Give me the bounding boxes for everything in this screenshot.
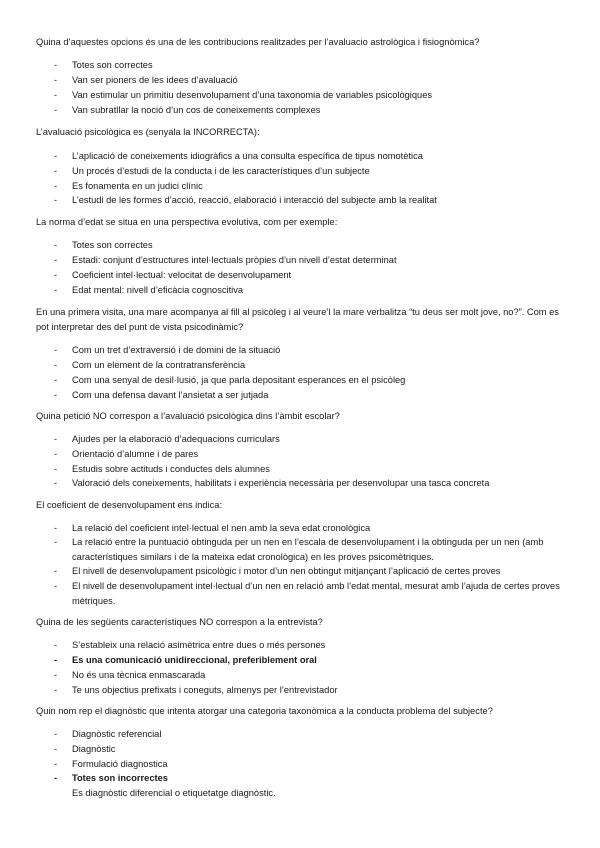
option: - Van ser pioners de les idees d’avaluació	[54, 75, 238, 85]
option: - Orientació d’alumne i de pares	[54, 449, 199, 459]
question-6: El coeficient de desenvolupament ens indica:	[36, 500, 223, 510]
answer-note: Es diagnòstic diferencial o etiquetatge diagnòstic.	[72, 788, 276, 798]
option: - Estadi: conjunt d’estructures intel·lectuals pròpies d’un nivell d’estat determinat	[54, 255, 397, 265]
option: - Un procés d’estudi de la conducta i de les característiques d’un subjecte	[54, 166, 370, 176]
question-7: Quina de les següents característiques NO correspon a la entrevista?	[36, 617, 323, 627]
option: - Coeficient intel·lectual: velocitat de desenvolupament	[54, 270, 292, 280]
option: - Van subratllar la noció d’un cos de coneixements complexes	[54, 105, 321, 115]
option: - Com un tret d’extraversió i de domini de la situació	[54, 345, 281, 355]
option: - L’aplicació de coneixements idiogràfics a una consulta específica de tipus nomotètica	[54, 151, 423, 161]
option: - Es fonamenta en un judici clínic	[54, 181, 203, 191]
option: - Totes son correctes	[54, 240, 153, 250]
option: - Com una senyal de desil·lusió, ja que parla depositant esperances en el psicòleg	[54, 375, 406, 385]
option: - Ajudes per la elaboració d’adequacions curriculars	[54, 434, 280, 444]
option: - El nivell de desenvolupament psicològic i motor d’un nen obtingut mitjançant l’aplicació de certes proves	[54, 566, 501, 576]
option: - Totes son correctes	[54, 60, 153, 70]
option: - Edat mental: nivell d’eficàcia cognoscitiva	[54, 285, 244, 295]
option: - Estudis sobre actituds i conductes dels alumnes	[54, 464, 270, 474]
option: - Van estimular un primitiu desenvolupament d’una taxonomia de variables psicològiques	[54, 90, 433, 100]
question-8: Quin nom rep el diagnòstic que intenta atorgar una categoria taxonòmica a la conducta problema del subjecte?	[36, 706, 493, 716]
question-4: En una primera visita, una mare acompanya al fill al psicòleg i al veure’l la mare verbalitza “tu deus ser molt jove, no?”. Com es pot interpretar des del punt de vista psicodinàmic?	[36, 307, 559, 332]
option-highlighted: - Es una comunicació unidireccional, preferiblement oral	[54, 655, 317, 665]
option: - S’estableix una relació asimètrica entre dues o més persones	[54, 640, 326, 650]
option: - Valoració dels coneixements, habilitats i experiència necessària per desenvolupar una tasca concreta	[54, 478, 490, 488]
question-2: L’avaluació psicològica es (senyala la INCORRECTA):	[36, 127, 260, 137]
option: - El nivell de desenvolupament intel·lectual d’un nen en relació amb l’edat mental, mesurat amb l’ajuda de certes proves mètriques.	[54, 581, 560, 606]
option: - No és una tècnica enmascarada	[54, 670, 206, 680]
option: - Com un element de la contratransferència	[54, 360, 246, 370]
option: - Formulació diagnostica	[54, 759, 168, 769]
option: - Com una defensa davant l’ansietat a ser jutjada	[54, 390, 269, 400]
question-5: Quina petició NO correspon a l’avaluació psicològica dins l’àmbit escolar?	[36, 411, 340, 421]
option: - La relació del coeficient intel·lectual el nen amb la seva edat cronològica	[54, 523, 371, 533]
option-highlighted: - Totes son incorrectes	[54, 773, 168, 783]
option: - La relació entre la puntuació obtinguda per un nen en l’escala de desenvolupament i la obtinguda per un nen (amb característiques similars i de la mateixa edat cronològica) en les proves psicomètriques.	[54, 537, 544, 562]
option: - Diagnòstic referencial	[54, 729, 162, 739]
option: - L’estudi de les formes d’acció, reacció, elaboració i interacció del subjecte amb la realitat	[54, 195, 437, 205]
question-1: Quina d’aquestes opcions és una de les contribucions realitzades per l’avaluacio astrològica i fisiognòmica?	[36, 37, 480, 47]
option: - Diagnòstic	[54, 744, 116, 754]
option: - Te uns objectius prefixats i coneguts, almenys per l’entrevistador	[54, 685, 338, 695]
question-3: La norma d’edat se situa en una perspectiva evolutiva, com per exemple:	[36, 217, 338, 227]
